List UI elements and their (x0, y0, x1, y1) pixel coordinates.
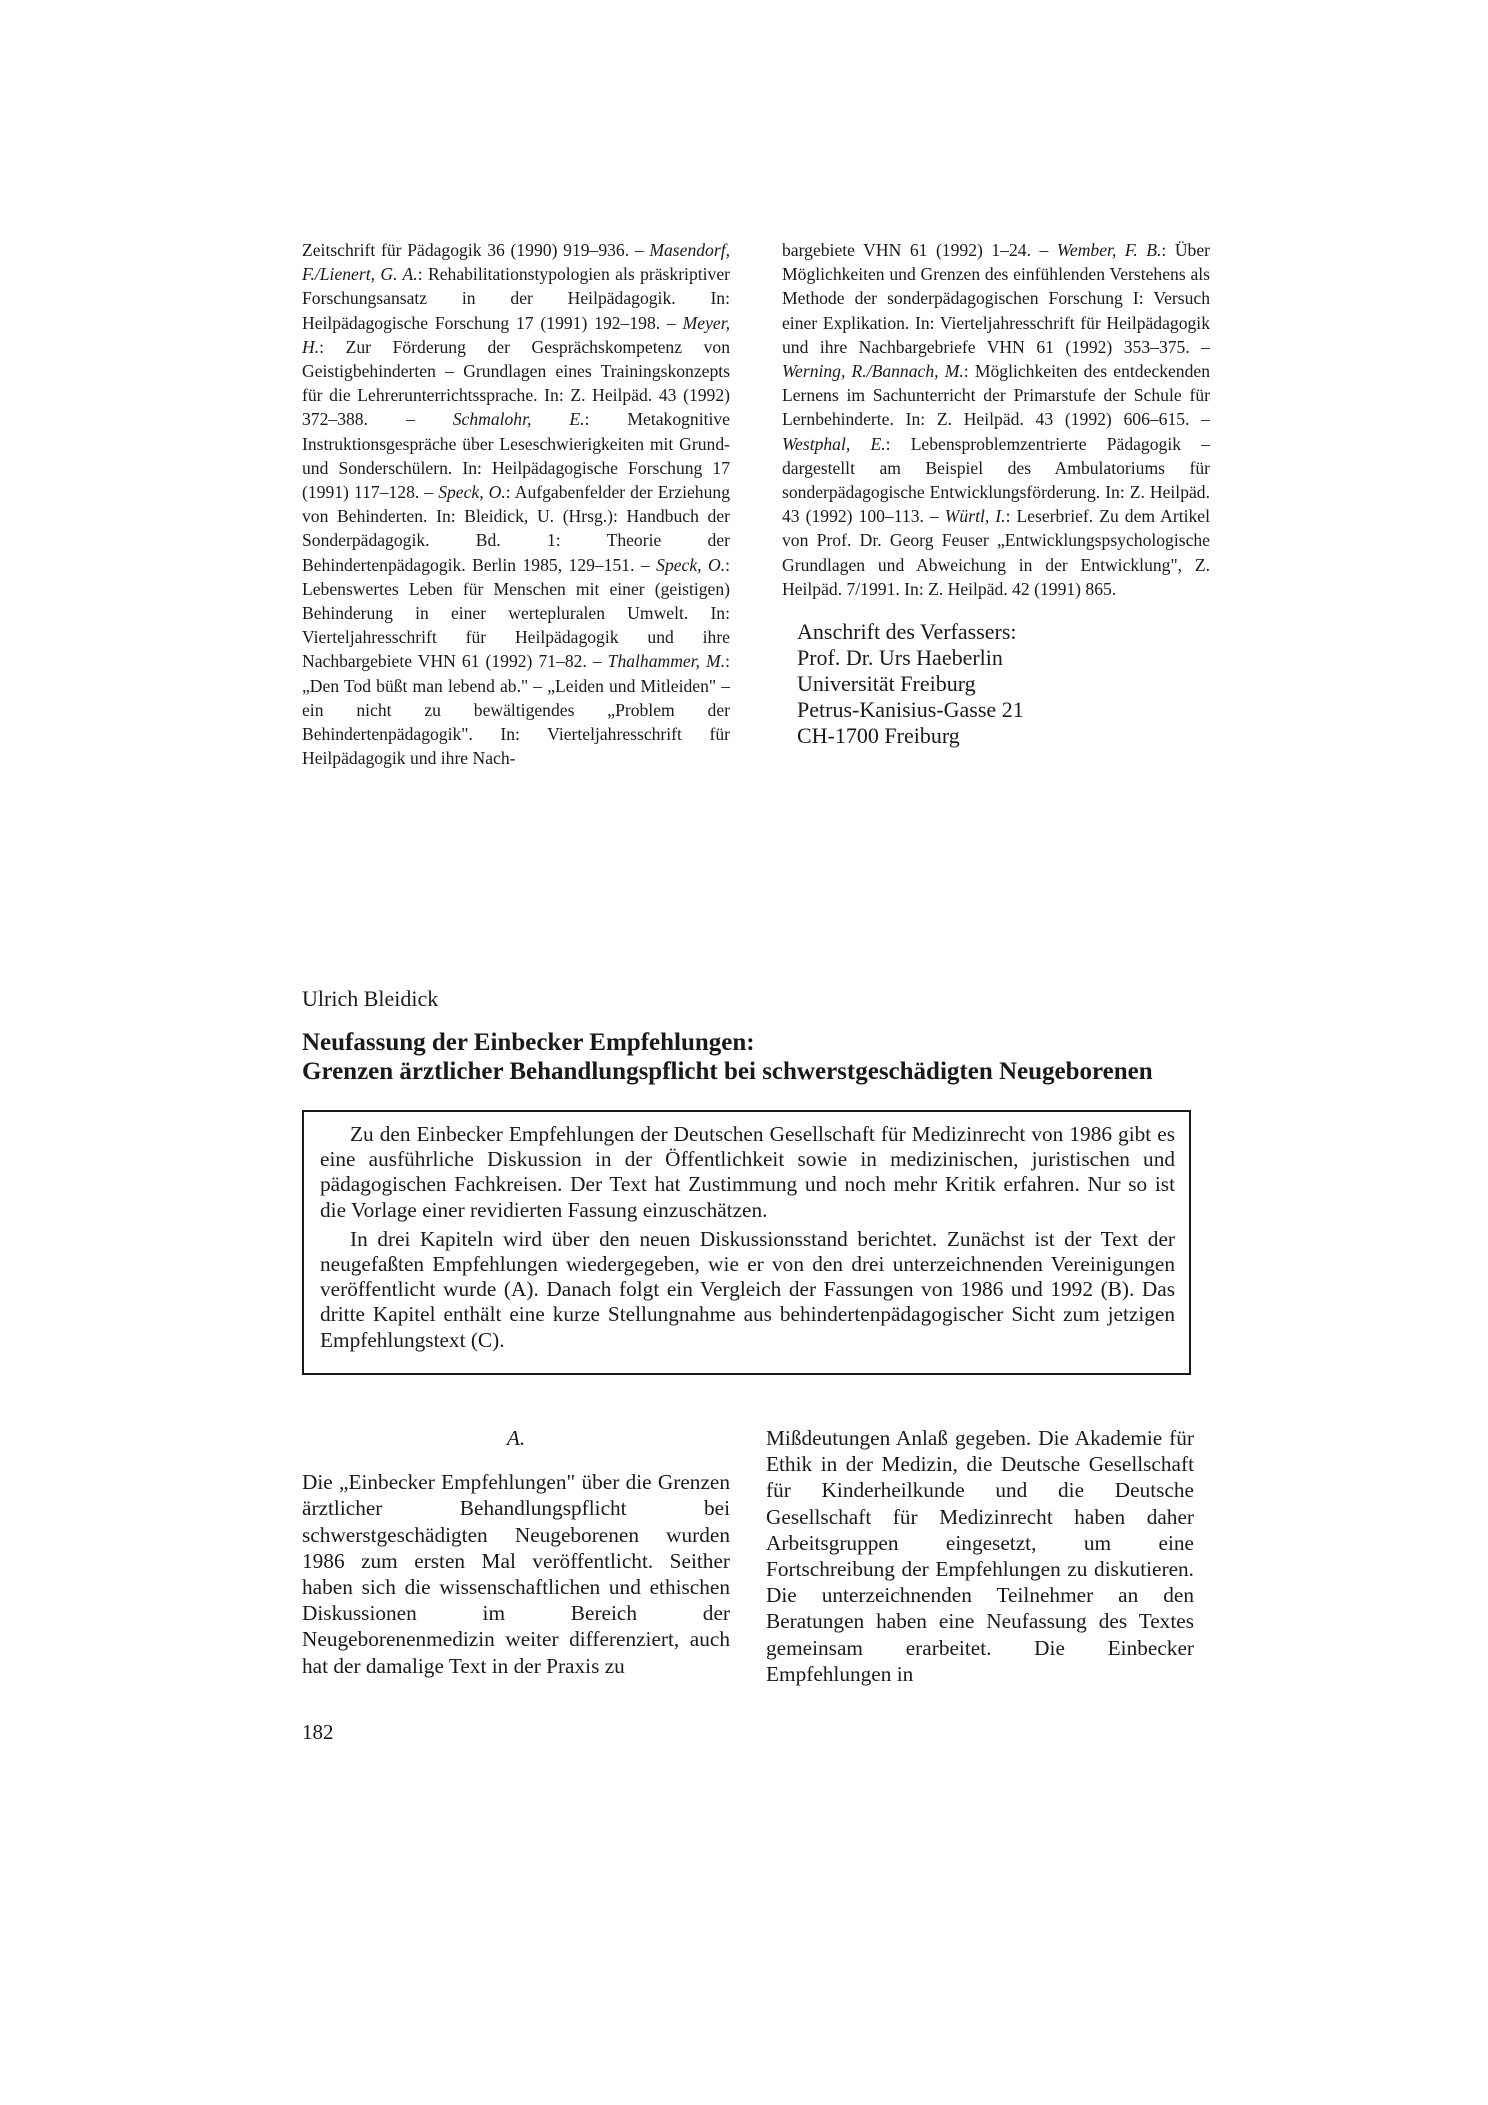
body-column-right (766, 1425, 1194, 1687)
body-column-left (302, 1425, 730, 1687)
reference-list (302, 238, 1430, 770)
body-paragraph: Die „Einbecker Empfehlungen" über die Grenzen ärztlicher Behandlungspflicht bei schwerstgeschädigten Neugeborenen wurden 1986 zum ersten Mal veröffentlicht. Seither haben sich die wissenschaftlichen und ethischen Diskussionen im Bereich der Neugeborenenmedizin weiter differenziert, auch hat der damalige Text in der Praxis zu (302, 1470, 730, 1678)
abstract-paragraph: Zu den Einbecker Empfehlungen der Deutschen Gesellschaft für Medizinrecht von 1986 gibt es eine ausführliche Diskussion in der Öffentlichkeit sowie in medizinischen, juristischen und pädagogischen Fachkreisen. Der Text hat Zustimmung und noch mehr Kritik erfahren. Nur so ist die Vorlage einer revidierten Fassung einzuschätzen. (320, 1122, 1175, 1222)
address-line: Universität Freiburg (797, 671, 976, 697)
article-body (302, 1425, 1194, 1687)
address-heading: Anschrift des Verfassers: (797, 619, 1017, 645)
page-number: 182 (302, 1720, 334, 1744)
abstract-box (302, 1110, 1191, 1375)
abstract-paragraph: In drei Kapiteln wird über den neuen Diskussionsstand berichtet. Zunächst ist der Text der neugefaßten Empfehlungen wiedergegeben, wie er von den drei unterzeichnenden Vereinigungen veröffentlicht wurde (A). Danach folgt ein Vergleich der Fassungen von 1986 und 1992 (B). Das dritte Kapitel enthält eine kurze Stellungnahme aus behindertenpädagogischer Sicht zum jetzigen Empfehlungstext (C). (320, 1226, 1175, 1352)
reference-column-left (302, 238, 730, 770)
reference-text-left: Zeitschrift für Pädagogik 36 (1990) 919–936. – Masendorf, F./Lienert, G. A.: Rehabilitationstypologien als präskriptiver Forschungsansatz in der Heilpädagogik. In: Heilpädagogische Forschung 17 (1991) 192–198. – Meyer, H.: Zur Förderung der Gesprächskompetenz von Geistigbehinderten – Grundlagen eines Trainingskonzepts für die Lehrerunterrichtssprache. In: Z. Heilpäd. 43 (1992) 372–388. – Schmalohr, E.: Metakognitive Instruktionsgespräche über Leseschwierigkeiten mit Grund- und Sonderschülern. In: Heilpädagogische Forschung 17 (1991) 117–128. – Speck, O.: Aufgabenfelder der Erziehung von Behinderten. In: Bleidick, U. (Hrsg.): Handbuch der Sonderpädagogik. Bd. 1: Theorie der Behindertenpädagogik. Berlin 1985, 129–151. – Speck, O.: Lebenswertes Leben für Menschen mit einer (geistigen) Behinderung in einer wertepluralen Umwelt. In: Vierteljahresschrift für Heilpädagogik und ihre Nachbargebiete VHN 61 (1992) 71–82. – Thalhammer, M.: „Den Tod büßt man lebend ab." – „Leiden und Mitleiden" – ein nicht zu bewältigendes „Problem der Behindertenpädagogik". In: Vierteljahresschrift für Heilpädagogik und ihre Nach- (302, 240, 730, 769)
title-line: Grenzen ärztlicher Behandlungspflicht bei schwerstgeschädigten Neugeborenen (302, 1058, 1153, 1085)
section-heading: A. (506, 1426, 526, 1450)
address-line: CH-1700 Freiburg (797, 723, 960, 749)
body-paragraph: Mißdeutungen Anlaß gegeben. Die Akademie für Ethik in der Medizin, die Deutsche Gesellschaft für Kinderheilkunde und die Deutsche Gesellschaft für Medizinrecht haben daher Arbeitsgruppen eingesetzt, um eine Fortschreibung der Empfehlungen zu diskutieren. Die unterzeichnenden Teilnehmer an den Beratungen haben eine Neufassung des Textes gemeinsam erarbeitet. Die Einbecker Empfehlungen in (766, 1426, 1194, 1686)
article-title (302, 1028, 1452, 1086)
address-line: Petrus-Kanisius-Gasse 21 (797, 697, 1024, 723)
article-author: Ulrich Bleidick (302, 986, 439, 1011)
address-line: Prof. Dr. Urs Haeberlin (797, 645, 1003, 671)
author-address (797, 619, 1210, 749)
reference-text-right: bargebiete VHN 61 (1992) 1–24. – Wember, F. B.: Über Möglichkeiten und Grenzen des einfühlenden Verstehens als Methode der sonderpädagogischen Forschung I: Versuch einer Explikation. In: Vierteljahresschrift für Heilpädagogik und ihre Nachbargebriefe VHN 61 (1992) 353–375. – Werning, R./Bannach, M.: Möglichkeiten des entdeckenden Lernens im Sachunterricht der Primarstufe der Schule für Lernbehinderte. In: Z. Heilpäd. 43 (1992) 606–615. – Westphal, E.: Lebensproblemzentrierte Pädagogik – dargestellt am Beispiel des Ambulatoriums für sonderpädagogische Entwicklungsförderung. In: Z. Heilpäd. 43 (1992) 100–113. – Würtl, I.: Leserbrief. Zu dem Artikel von Prof. Dr. Georg Feuser „Entwicklungspsychologische Grundlagen und Abweichung in der Entwicklung", Z. Heilpäd. 7/1991. In: Z. Heilpäd. 42 (1991) 865. (782, 240, 1211, 599)
reference-column-right (782, 238, 1210, 770)
title-line: Neufassung der Einbecker Empfehlungen: (302, 1029, 755, 1056)
